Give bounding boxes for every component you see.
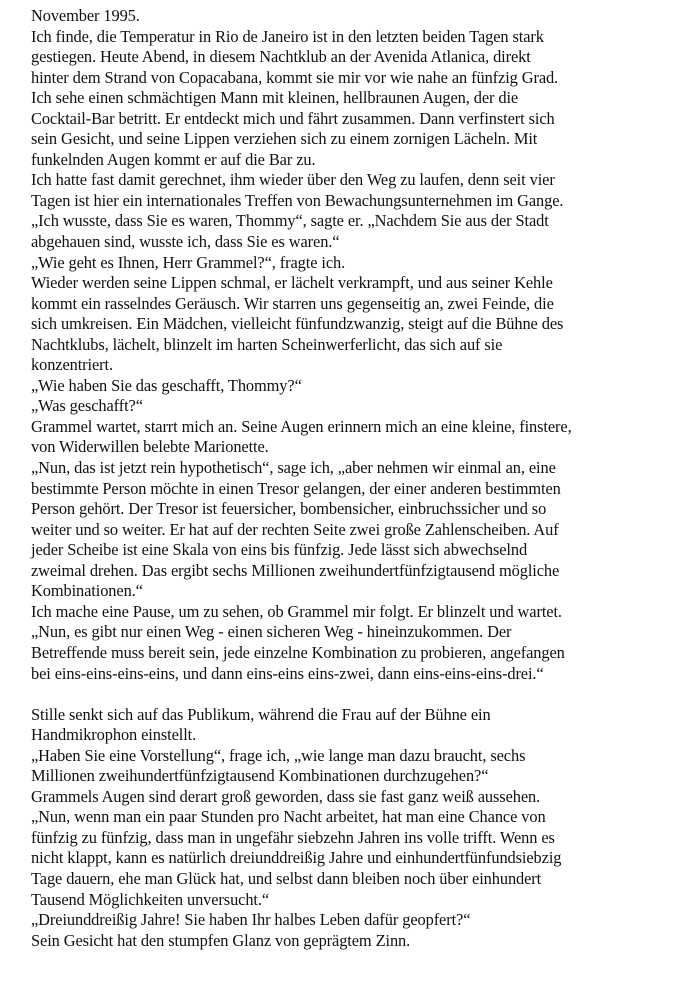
text-line: jeder Scheibe ist eine Skala von eins bis fünfzig. Jede lässt sich abwechselnd [31,540,528,560]
text-line: Handmikrophon einstellt. [31,725,197,745]
paragraph [31,458,671,602]
paragraph [31,211,671,252]
text-line: hinter dem Strand von Copacabana, kommt sie mir vor wie nahe an fünfzig Grad. [31,67,559,87]
paragraph [31,705,671,746]
text-line: von Widerwillen belebte Marionette. [31,437,269,457]
date-line: November 1995. [31,6,140,25]
paragraph [31,417,671,458]
text-line: „Nun, es gibt nur einen Weg - einen sicheren Weg - hineinzukommen. Der [31,622,512,642]
paragraph [31,396,671,417]
text-line: fünfzig zu fünfzig, dass man in ungefähr siebzehn Jahren ins volle trifft. Wenn es [31,827,555,847]
paragraph [31,88,671,170]
text-line: sein Gesicht, und seine Lippen verziehen sich zu einem zornigen Lächeln. Mit [31,129,538,149]
text-line: Tausend Möglichkeiten unversucht.“ [31,889,270,909]
text-line: Ich finde, die Temperatur in Rio de Janeiro ist in den letzten beiden Tagen stark [31,26,544,46]
paragraph [31,910,671,931]
text-line: bestimmte Person möchte in einen Tresor gelangen, der einer anderen bestimmten [31,478,561,498]
text-line: weiter und so weiter. Er hat auf der rechten Seite zwei große Zahlenscheiben. Auf [31,519,559,539]
text-line: „Was geschafft?“ [31,396,143,416]
paragraph [31,273,671,376]
paragraph [31,253,671,274]
text-line: Ich hatte fast damit gerechnet, ihm wieder über den Weg zu laufen, denn seit vier [31,170,555,190]
text-line: Grammel wartet, starrt mich an. Seine Augen erinnern mich an eine kleine, finstere, [31,416,572,436]
paragraph [31,931,671,952]
text-line: Kombinationen.“ [31,581,143,601]
text-line: Grammels Augen sind derart groß geworden, dass sie fast ganz weiß aussehen. [31,786,541,806]
blank-line [31,684,671,705]
text-line: „Nun, wenn man ein paar Stunden pro Nacht arbeitet, hat man eine Chance von [31,807,546,827]
text-line: konzentriert. [31,355,113,375]
text-line: „Dreiunddreißig Jahre! Sie haben Ihr halbes Leben dafür geopfert?“ [31,910,471,930]
text-line: Betreffende muss bereit sein, jede einzelne Kombination zu probieren, angefangen [31,642,565,662]
text-line: „Nun, das ist jetzt rein hypothetisch“, sage ich, „aber nehmen wir einmal an, eine [31,458,556,478]
paragraph [31,746,671,787]
text-line: „Wie geht es Ihnen, Herr Grammel?“, fragte ich. [31,252,346,272]
text-line: gestiegen. Heute Abend, in diesem Nachtklub an der Avenida Atlanica, direkt [31,47,531,67]
document-body [31,27,671,952]
text-line: Ich mache eine Pause, um zu sehen, ob Grammel mir folgt. Er blinzelt und wartet. [31,601,562,621]
paragraph [31,27,671,89]
text-line: Millionen zweihundertfünfzigtausend Kombinationen durchzugehen?“ [31,766,489,786]
text-line: nicht klappt, kann es natürlich dreiunddreißig Jahre und einhundertfünfundsiebzig [31,848,562,868]
text-line: Person gehört. Der Tresor ist feuersicher, bombensicher, einbruchssicher und so [31,499,547,519]
text-line: Ich sehe einen schmächtigen Mann mit kleinen, hellbraunen Augen, der die [31,88,519,108]
paragraph [31,807,671,910]
text-line: bei eins-eins-eins-eins, und dann eins-eins eins-zwei, dann eins-eins-eins-drei.“ [31,663,544,683]
text-line: „Haben Sie eine Vorstellung“, frage ich, „wie lange man dazu braucht, sechs [31,745,526,765]
paragraph [31,376,671,397]
text-line: Nachtklubs, lächelt, blinzelt im harten Scheinwerferlicht, das sich auf sie [31,334,503,354]
text-line: Tagen ist hier ein internationales Treffen von Bewachungsunternehmen im Gange. [31,190,564,210]
paragraph [31,787,671,808]
text-line: Sein Gesicht hat den stumpfen Glanz von geprägtem Zinn. [31,930,411,950]
text-line: Tage dauern, ehe man Glück hat, und selbst dann bleiben noch über einhundert [31,868,542,888]
text-line: kommt ein rasselndes Geräusch. Wir starren uns gegenseitig an, zwei Feinde, die [31,293,554,313]
text-line: „Wie haben Sie das geschafft, Thommy?“ [31,375,302,395]
text-line: funkelnden Augen kommt er auf die Bar zu. [31,149,316,169]
paragraph [31,602,671,623]
text-line: zweimal drehen. Das ergibt sechs Millionen zweihundertfünfzigtausend mögliche [31,560,560,580]
document-page [31,6,671,951]
paragraph [31,622,671,684]
text-line: Stille senkt sich auf das Publikum, während die Frau auf der Bühne ein [31,704,491,724]
text-line: „Ich wusste, dass Sie es waren, Thommy“, sagte er. „Nachdem Sie aus der Stadt [31,211,549,231]
text-line: Wieder werden seine Lippen schmal, er lächelt verkrampft, und aus seiner Kehle [31,273,553,293]
text-line: abgehauen sind, wusste ich, dass Sie es waren.“ [31,232,340,252]
text-line: Cocktail-Bar betritt. Er entdeckt mich und fährt zusammen. Dann verfinstert sich [31,108,555,128]
paragraph [31,170,671,211]
text-line: sich umkreisen. Ein Mädchen, vielleicht fünfundzwanzig, steigt auf die Bühne des [31,314,564,334]
